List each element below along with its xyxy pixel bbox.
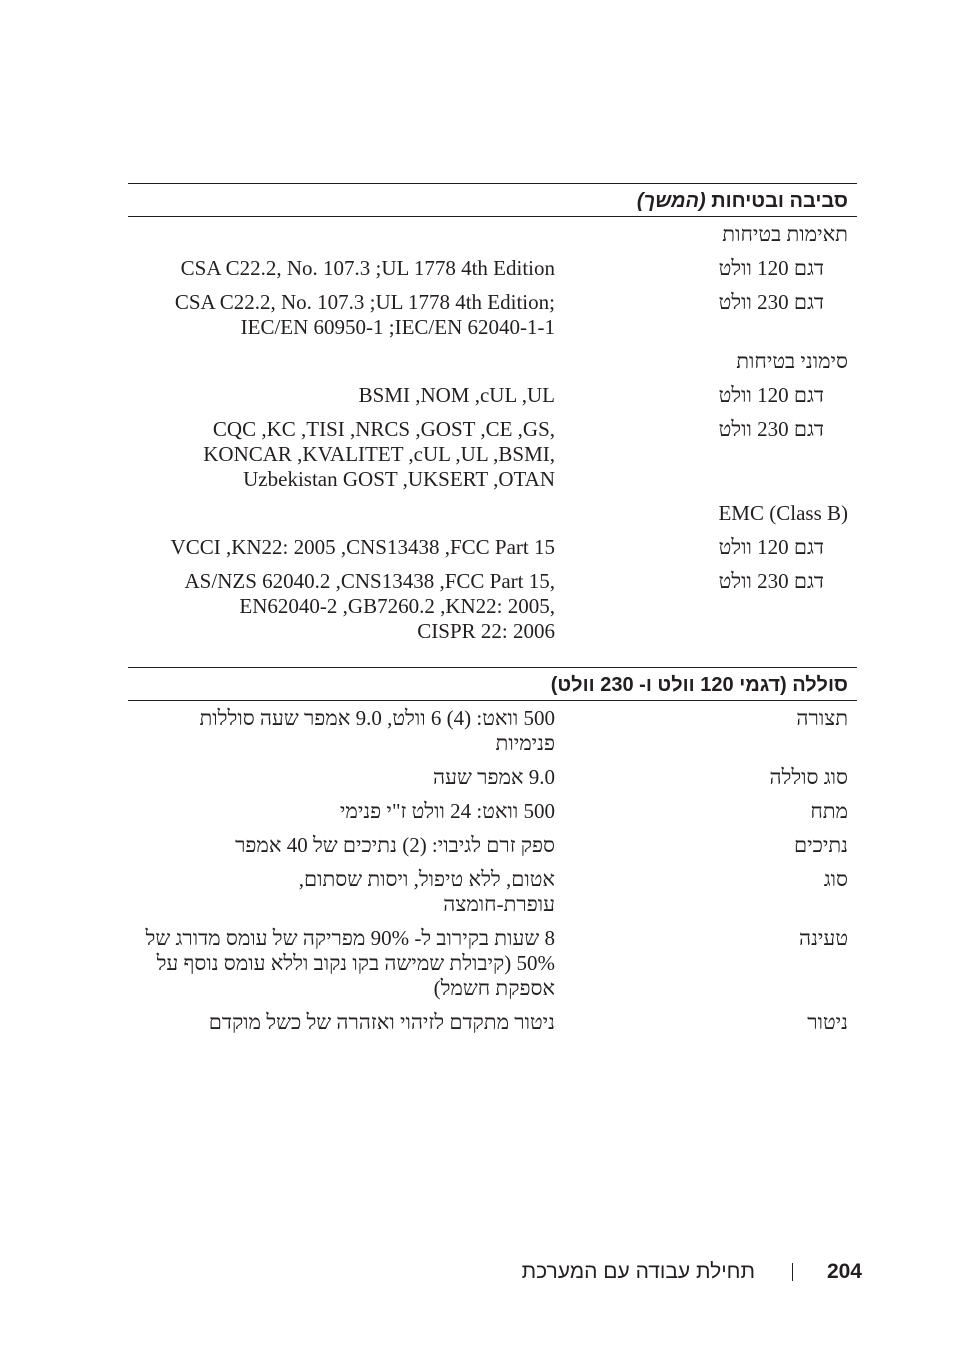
spec-label: דגם 230 וולט [718, 569, 824, 593]
spec-value-line: ;CSA C22.2, No. 107.3 ;UL 1778 4th Edition [174, 290, 555, 314]
spec-value-line: IEC/EN 60950-1 ;IEC/EN 62040-1-1 [240, 315, 555, 339]
spec-value-line: 50% (קיבולת שמישה בקו נקוב וללא עומס נוסף על [156, 951, 555, 975]
spec-row [128, 706, 857, 756]
spec-label: דגם 230 וולט [718, 417, 824, 441]
spec-value-line: 8 שעות בקירוב ל- 90% מפריקה של עומס מדורג של [145, 926, 555, 950]
section-heading [128, 183, 857, 217]
page-footer [500, 1259, 862, 1285]
spec-row [128, 799, 857, 824]
spec-value [340, 799, 555, 824]
section-title: סוללה (דגמי 120 וולט ו- 230 וולט) [550, 674, 848, 696]
spec-value-line: עופרת-חומצה [443, 892, 555, 916]
spec-row [128, 222, 857, 247]
spec-value-line: פנימיות [495, 731, 555, 755]
page-number: 204 [826, 1260, 862, 1283]
spec-value-line: VCCI ,KN22: 2005 ,CNS13438 ,FCC Part 15 [170, 535, 555, 559]
spec-row [128, 417, 857, 492]
spec-row [128, 867, 857, 917]
spec-value-line: אספקת חשמל) [433, 976, 555, 1000]
spec-value [200, 706, 556, 756]
spec-value-line: 9.0 אמפר שעה [433, 765, 555, 789]
spec-value-line: ,AS/NZS 62040.2 ,CNS13438 ,FCC Part 15 [184, 569, 555, 593]
section-title: סביבה ובטיחות [711, 190, 848, 212]
spec-value-line: CSA C22.2, No. 107.3 ;UL 1778 4th Edition [180, 256, 555, 280]
spec-row [128, 1010, 857, 1035]
spec-row [128, 833, 857, 858]
spec-rows [128, 706, 857, 1035]
spec-label: מתח [810, 799, 848, 823]
spec-value-line: Uzbekistan GOST ,UKSERT ,OTAN [243, 467, 555, 491]
spec-row [128, 349, 857, 374]
spec-row [128, 569, 857, 644]
spec-label: (Class B) EMC [718, 501, 848, 525]
spec-rows [128, 222, 857, 644]
spec-value [433, 765, 555, 790]
spec-value-line: ניטור מתקדם לזיהוי ואזהרה של כשל מוקדם [208, 1010, 555, 1034]
spec-value-line: אטום, ללא טיפול, ויסות שסתום, [298, 867, 555, 891]
spec-label: סוג סוללה [769, 765, 848, 789]
spec-value [235, 833, 555, 858]
spec-value-line: ,CQC ,KC ,TISI ,NRCS ,GOST ,CE ,GS [212, 417, 555, 441]
spec-value [209, 1010, 555, 1035]
spec-value-line: ,KONCAR ,KVALITET ,cUL ,UL ,BSMI [203, 442, 555, 466]
spec-row [128, 383, 857, 408]
spec-value [185, 569, 555, 644]
spec-row [128, 501, 857, 526]
spec-label: סוג [823, 867, 848, 891]
spec-value [203, 417, 555, 492]
safety-section [128, 183, 857, 644]
spec-value-line: 500 וואט: (4) 6 וולט, 9.0 אמפר שעה סוללות [199, 706, 555, 730]
spec-value-line: 500 וואט: 24 וולט ז"י פנימי [339, 799, 555, 823]
spec-row [128, 765, 857, 790]
spec-label: תאימות בטיחות [722, 222, 848, 246]
spec-label: טעינה [799, 926, 848, 950]
spec-label: דגם 120 וולט [718, 535, 824, 559]
spec-value-line: ,EN62040-2 ,GB7260.2 ,KN22: 2005 [239, 594, 555, 618]
spec-label: סימוני בטיחות [736, 349, 848, 373]
section-heading [128, 667, 857, 701]
spec-label: תצורה [796, 706, 848, 730]
spec-value-line: BSMI ,NOM ,cUL ,UL [358, 383, 555, 407]
spec-label: נתיכים [793, 833, 848, 857]
spec-value [181, 256, 555, 281]
spec-value [146, 926, 555, 1001]
spec-row [128, 535, 857, 560]
spec-label: דגם 230 וולט [718, 290, 824, 314]
spec-row [128, 290, 857, 340]
spec-label: דגם 120 וולט [718, 383, 824, 407]
spec-row [128, 926, 857, 1001]
spec-label: ניטור [807, 1010, 848, 1034]
spec-value [359, 383, 555, 408]
spec-row [128, 256, 857, 281]
spec-value [299, 867, 555, 917]
spec-value [171, 535, 555, 560]
continued-label: (המשך) [636, 190, 706, 212]
spec-value [175, 290, 555, 340]
footer-divider [792, 1263, 793, 1281]
spec-value-line: ספק זרם לגיבוי: (2) נתיכים של 40 אמפר [235, 833, 555, 857]
battery-section [128, 667, 857, 1035]
spec-value-line: CISPR 22: 2006 [417, 619, 555, 643]
spec-label: דגם 120 וולט [718, 256, 824, 280]
footer-title: תחילת עבודה עם המערכת [521, 1260, 755, 1283]
